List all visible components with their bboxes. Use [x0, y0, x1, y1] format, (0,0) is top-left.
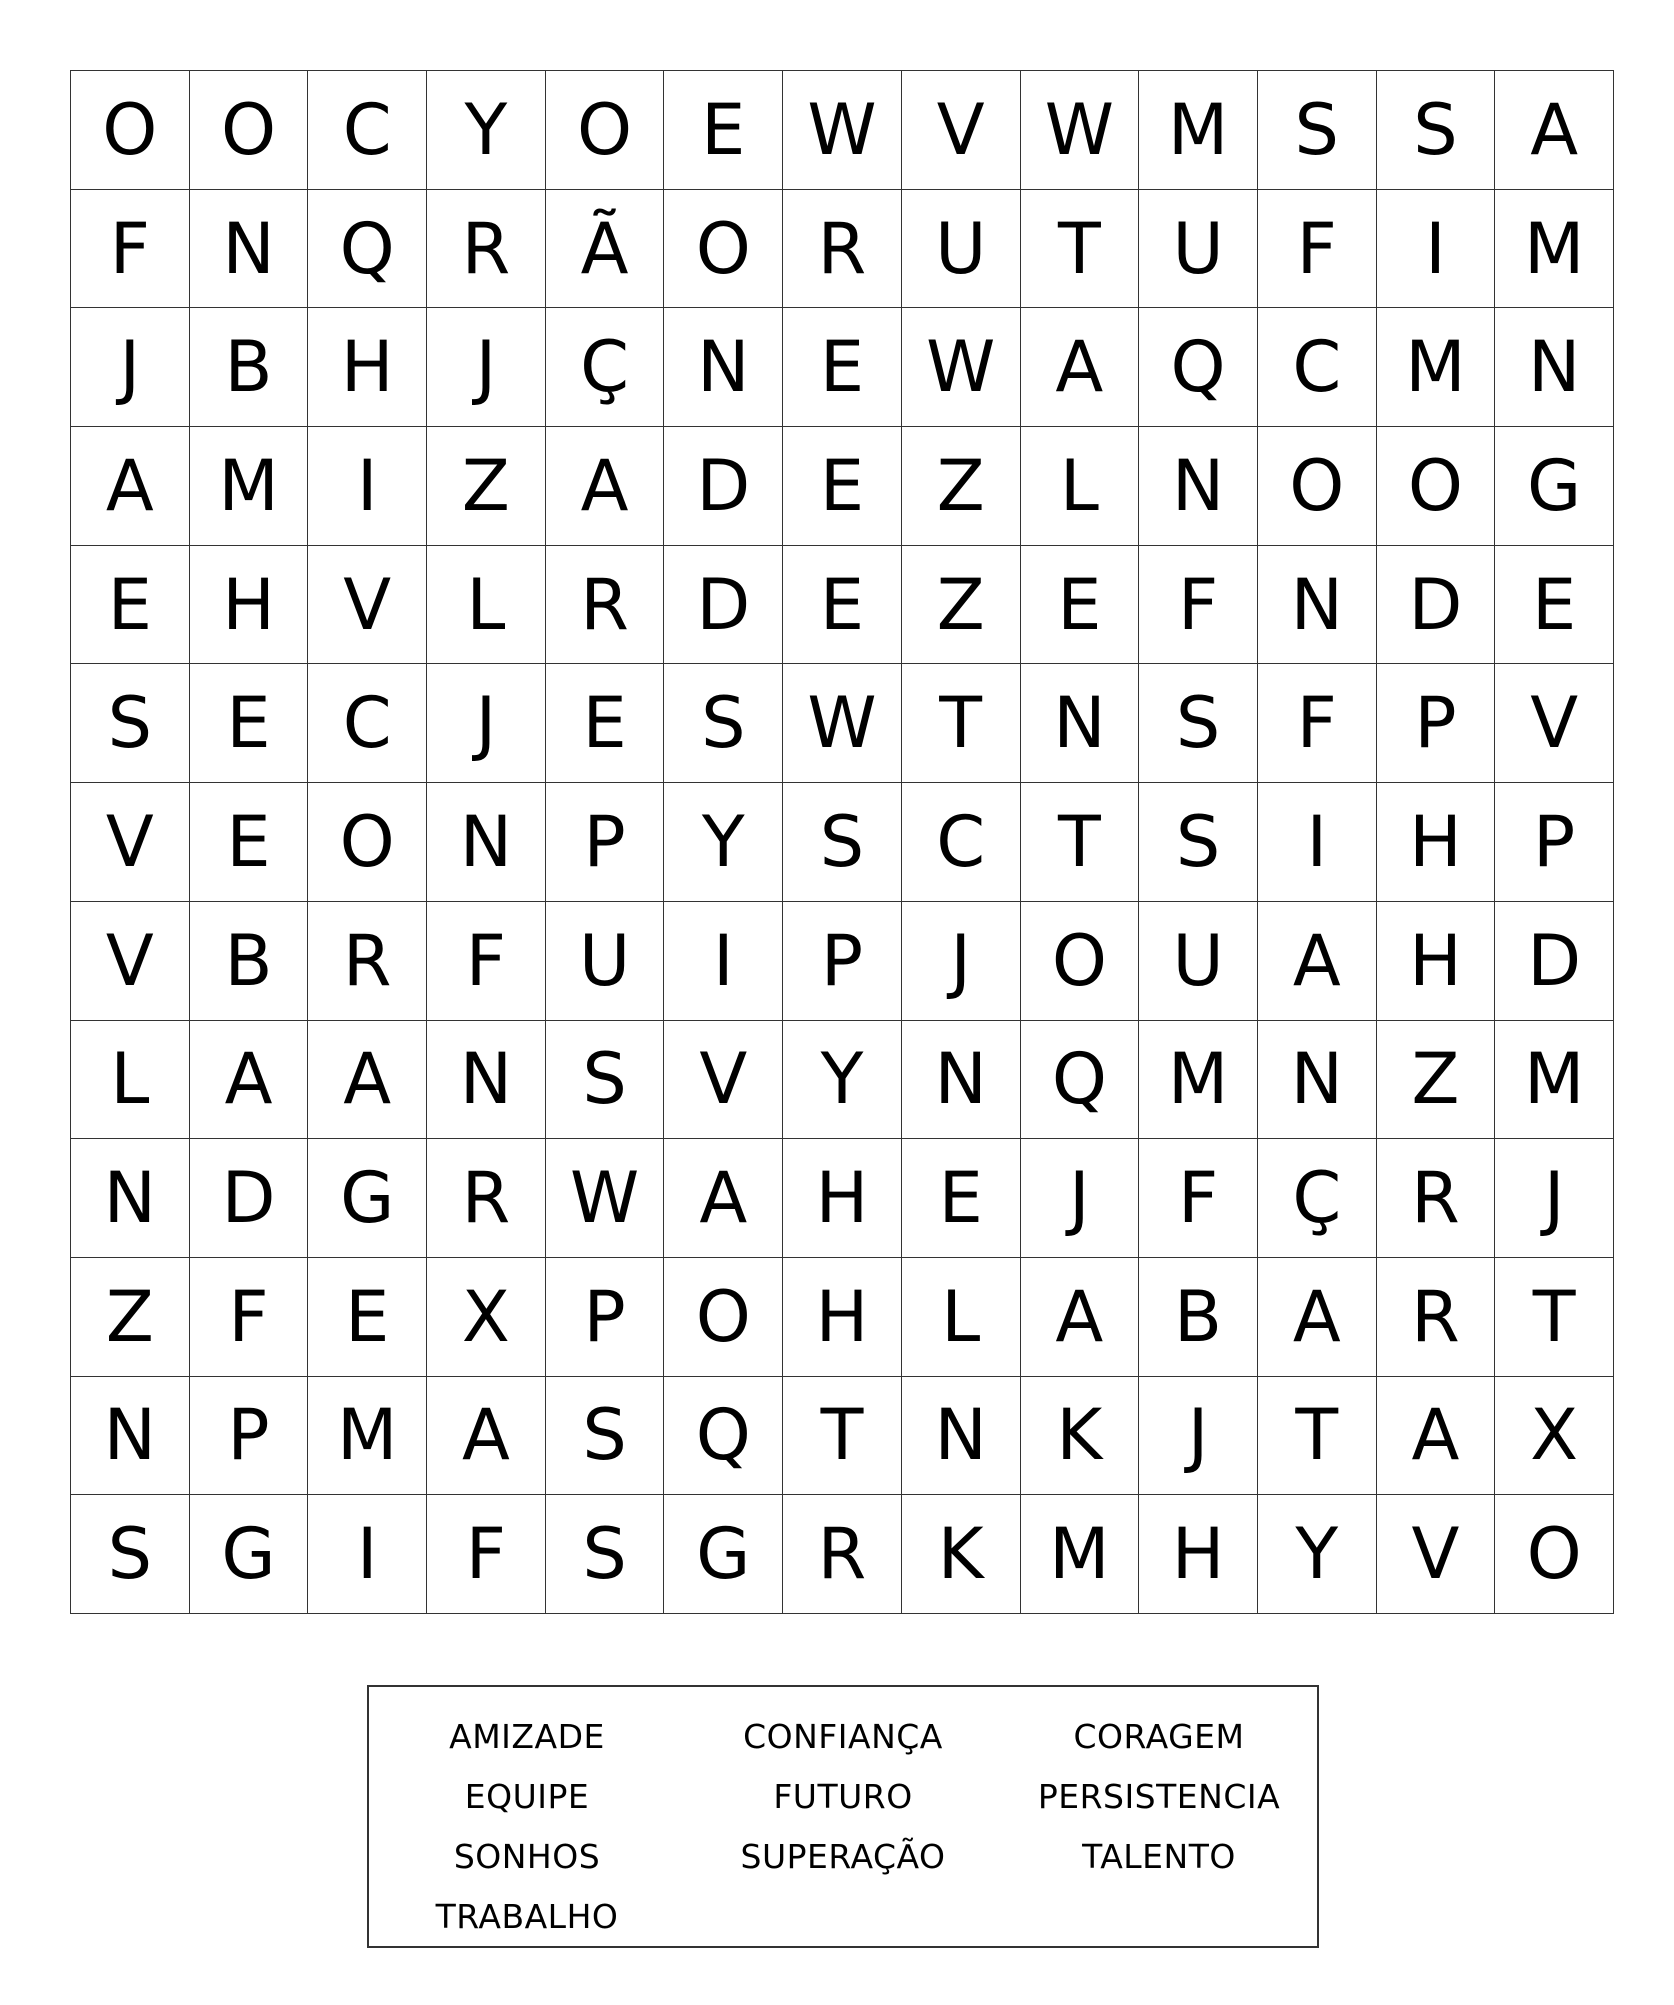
grid-cell[interactable]: R	[783, 1495, 902, 1614]
grid-cell[interactable]: H	[783, 1258, 902, 1377]
grid-cell[interactable]: M	[1495, 190, 1614, 309]
grid-cell[interactable]: D	[664, 546, 783, 665]
grid-cell[interactable]: M	[1139, 1021, 1258, 1140]
grid-cell[interactable]: M	[308, 1377, 427, 1496]
grid-cell[interactable]: N	[190, 190, 309, 309]
grid-cell[interactable]: Q	[1021, 1021, 1140, 1140]
grid-cell[interactable]: E	[783, 546, 902, 665]
grid-cell[interactable]: E	[190, 783, 309, 902]
grid-cell[interactable]: F	[1139, 546, 1258, 665]
word-list-item: FUTURO	[773, 1777, 913, 1816]
grid-cell[interactable]: W	[783, 664, 902, 783]
grid-cell[interactable]: Y	[783, 1021, 902, 1140]
grid-cell[interactable]: N	[1021, 664, 1140, 783]
grid-cell[interactable]: I	[308, 427, 427, 546]
grid-cell[interactable]: L	[1021, 427, 1140, 546]
grid-cell[interactable]: Q	[308, 190, 427, 309]
grid-cell[interactable]: N	[1258, 1021, 1377, 1140]
grid-cell[interactable]: C	[1258, 308, 1377, 427]
grid-cell[interactable]: C	[308, 664, 427, 783]
grid-cell[interactable]: B	[190, 308, 309, 427]
grid-cell[interactable]: A	[664, 1139, 783, 1258]
grid-cell[interactable]: J	[1495, 1139, 1614, 1258]
grid-cell[interactable]: G	[308, 1139, 427, 1258]
grid-cell[interactable]: A	[427, 1377, 546, 1496]
grid-cell[interactable]: P	[1377, 664, 1496, 783]
grid-cell[interactable]: E	[902, 1139, 1021, 1258]
grid-cell[interactable]: R	[427, 1139, 546, 1258]
grid-cell[interactable]: E	[546, 664, 665, 783]
grid-cell[interactable]: Q	[664, 1377, 783, 1496]
grid-cell[interactable]: H	[1377, 902, 1496, 1021]
grid-cell[interactable]: N	[71, 1377, 190, 1496]
grid-cell[interactable]: D	[1495, 902, 1614, 1021]
grid-cell[interactable]: A	[190, 1021, 309, 1140]
grid-cell[interactable]: H	[783, 1139, 902, 1258]
grid-cell[interactable]: R	[308, 902, 427, 1021]
grid-cell[interactable]: T	[783, 1377, 902, 1496]
grid-cell[interactable]: N	[902, 1377, 1021, 1496]
grid-cell[interactable]: I	[308, 1495, 427, 1614]
grid-cell[interactable]: O	[1021, 902, 1140, 1021]
grid-cell[interactable]: T	[1495, 1258, 1614, 1377]
word-list-item: EQUIPE	[464, 1777, 590, 1816]
grid-cell[interactable]: Z	[1377, 1021, 1496, 1140]
grid-cell[interactable]: L	[71, 1021, 190, 1140]
grid-cell[interactable]: O	[1377, 427, 1496, 546]
grid-cell[interactable]: H	[190, 546, 309, 665]
grid-cell[interactable]: F	[1258, 664, 1377, 783]
grid-cell[interactable]: S	[546, 1021, 665, 1140]
grid-cell[interactable]: O	[1495, 1495, 1614, 1614]
grid-cell[interactable]: S	[546, 1495, 665, 1614]
grid-cell[interactable]: U	[902, 190, 1021, 309]
grid-cell[interactable]: A	[1258, 1258, 1377, 1377]
grid-cell[interactable]: K	[902, 1495, 1021, 1614]
grid-cell[interactable]: V	[1495, 664, 1614, 783]
grid-cell[interactable]: R	[546, 546, 665, 665]
grid-cell[interactable]: S	[71, 1495, 190, 1614]
grid-cell[interactable]: G	[190, 1495, 309, 1614]
grid-cell[interactable]: O	[190, 71, 309, 190]
grid-cell[interactable]: Ç	[1258, 1139, 1377, 1258]
grid-cell[interactable]: F	[71, 190, 190, 309]
grid-cell[interactable]: U	[1139, 902, 1258, 1021]
grid-cell[interactable]: E	[783, 427, 902, 546]
grid-cell[interactable]: H	[1377, 783, 1496, 902]
word-list-item: PERSISTENCIA	[1037, 1777, 1281, 1816]
word-list-item: CONFIANÇA	[743, 1717, 943, 1756]
grid-cell[interactable]: E	[308, 1258, 427, 1377]
grid-cell[interactable]: T	[902, 664, 1021, 783]
grid-cell[interactable]: U	[546, 902, 665, 1021]
grid-cell[interactable]: N	[1495, 308, 1614, 427]
grid-cell[interactable]: R	[1377, 1139, 1496, 1258]
word-column	[685, 1707, 1001, 1947]
grid-cell[interactable]: F	[190, 1258, 309, 1377]
word-list-item: SUPERAÇÃO	[740, 1837, 946, 1876]
grid-cell[interactable]: S	[1258, 71, 1377, 190]
grid-cell[interactable]: Ç	[546, 308, 665, 427]
grid-cell[interactable]: S	[664, 664, 783, 783]
grid-cell[interactable]: Ã	[546, 190, 665, 309]
grid-cell[interactable]: R	[1377, 1258, 1496, 1377]
grid-cell[interactable]: P	[546, 1258, 665, 1377]
grid-cell[interactable]: I	[664, 902, 783, 1021]
grid-cell[interactable]: J	[1021, 1139, 1140, 1258]
grid-cell[interactable]: G	[664, 1495, 783, 1614]
grid-cell[interactable]: O	[546, 71, 665, 190]
grid-cell[interactable]: A	[1258, 902, 1377, 1021]
grid-cell[interactable]: M	[1139, 71, 1258, 190]
grid-cell[interactable]: J	[71, 308, 190, 427]
grid-cell[interactable]: Y	[427, 71, 546, 190]
grid-cell[interactable]: O	[1258, 427, 1377, 546]
grid-cell[interactable]: P	[1495, 783, 1614, 902]
grid-cell[interactable]: H	[1139, 1495, 1258, 1614]
word-list-item: AMIZADE	[449, 1717, 605, 1756]
grid-cell[interactable]: E	[783, 308, 902, 427]
grid-cell[interactable]: N	[71, 1139, 190, 1258]
grid-cell[interactable]: I	[1258, 783, 1377, 902]
grid-cell[interactable]: B	[190, 902, 309, 1021]
grid-cell[interactable]: C	[308, 71, 427, 190]
grid-cell[interactable]: J	[902, 902, 1021, 1021]
grid-cell[interactable]: A	[71, 427, 190, 546]
grid-cell[interactable]: N	[427, 783, 546, 902]
grid-cell[interactable]: S	[783, 783, 902, 902]
word-column	[369, 1707, 685, 1947]
word-list-item: TALENTO	[1082, 1837, 1236, 1876]
grid-cell[interactable]: Q	[1139, 308, 1258, 427]
grid-cell[interactable]: R	[783, 190, 902, 309]
grid-cell[interactable]: E	[1021, 546, 1140, 665]
grid-cell[interactable]: E	[1495, 546, 1614, 665]
grid-cell[interactable]: Y	[1258, 1495, 1377, 1614]
grid-cell[interactable]: W	[1021, 71, 1140, 190]
grid-cell[interactable]: T	[1021, 190, 1140, 309]
grid-cell[interactable]: V	[664, 1021, 783, 1140]
grid-cell[interactable]: Z	[71, 1258, 190, 1377]
grid-cell[interactable]: S	[1139, 783, 1258, 902]
grid-cell[interactable]: E	[71, 546, 190, 665]
word-list-item: SONHOS	[453, 1837, 601, 1876]
grid-cell[interactable]: M	[1495, 1021, 1614, 1140]
grid-cell[interactable]: V	[71, 902, 190, 1021]
grid-cell[interactable]: E	[190, 664, 309, 783]
grid-cell[interactable]: N	[1139, 427, 1258, 546]
grid-cell[interactable]: D	[664, 427, 783, 546]
grid-cell[interactable]: H	[308, 308, 427, 427]
grid-cell[interactable]: M	[190, 427, 309, 546]
grid-cell[interactable]: X	[427, 1258, 546, 1377]
grid-cell[interactable]: M	[1021, 1495, 1140, 1614]
grid-cell[interactable]: V	[308, 546, 427, 665]
grid-cell[interactable]: E	[664, 71, 783, 190]
grid-cell[interactable]: Y	[664, 783, 783, 902]
grid-cell[interactable]: M	[1377, 308, 1496, 427]
grid-cell[interactable]: W	[783, 71, 902, 190]
grid-cell[interactable]: A	[1377, 1377, 1496, 1496]
grid-cell[interactable]: G	[1495, 427, 1614, 546]
grid-cell[interactable]: O	[308, 783, 427, 902]
grid-cell[interactable]: D	[1377, 546, 1496, 665]
letter-grid	[70, 70, 1614, 1614]
grid-cell[interactable]: O	[664, 190, 783, 309]
grid-cell[interactable]: N	[427, 1021, 546, 1140]
grid-cell[interactable]: V	[1377, 1495, 1496, 1614]
grid-cell[interactable]: R	[427, 190, 546, 309]
grid-cell[interactable]: P	[783, 902, 902, 1021]
word-column	[1001, 1707, 1317, 1947]
grid-cell[interactable]: A	[1021, 1258, 1140, 1377]
grid-cell[interactable]: L	[427, 546, 546, 665]
grid-cell[interactable]: Z	[902, 546, 1021, 665]
grid-cell[interactable]: T	[1258, 1377, 1377, 1496]
grid-cell[interactable]: F	[427, 902, 546, 1021]
grid-cell[interactable]: Z	[902, 427, 1021, 546]
grid-cell[interactable]: F	[1258, 190, 1377, 309]
grid-cell[interactable]: W	[902, 308, 1021, 427]
grid-cell[interactable]: W	[546, 1139, 665, 1258]
word-list-item: CORAGEM	[1073, 1717, 1245, 1756]
grid-cell[interactable]: V	[902, 71, 1021, 190]
grid-cell[interactable]: P	[190, 1377, 309, 1496]
grid-cell[interactable]: D	[190, 1139, 309, 1258]
grid-cell[interactable]: F	[427, 1495, 546, 1614]
grid-cell[interactable]: P	[546, 783, 665, 902]
grid-cell[interactable]: S	[546, 1377, 665, 1496]
grid-cell[interactable]: C	[902, 783, 1021, 902]
grid-cell[interactable]: O	[71, 71, 190, 190]
grid-cell[interactable]: U	[1139, 190, 1258, 309]
grid-cell[interactable]: A	[1021, 308, 1140, 427]
grid-cell[interactable]: F	[1139, 1139, 1258, 1258]
grid-cell[interactable]: S	[1377, 71, 1496, 190]
grid-cell[interactable]: O	[664, 1258, 783, 1377]
grid-cell[interactable]: N	[902, 1021, 1021, 1140]
grid-cell[interactable]: N	[1258, 546, 1377, 665]
grid-cell[interactable]: N	[664, 308, 783, 427]
grid-cell[interactable]: A	[308, 1021, 427, 1140]
grid-cell[interactable]: J	[427, 308, 546, 427]
grid-cell[interactable]: K	[1021, 1377, 1140, 1496]
word-list-item: TRABALHO	[435, 1897, 619, 1936]
grid-cell[interactable]: X	[1495, 1377, 1614, 1496]
grid-cell[interactable]: S	[71, 664, 190, 783]
grid-cell[interactable]: I	[1377, 190, 1496, 309]
grid-cell[interactable]: L	[902, 1258, 1021, 1377]
grid-cell[interactable]: Z	[427, 427, 546, 546]
grid-cell[interactable]: S	[1139, 664, 1258, 783]
grid-cell[interactable]: A	[546, 427, 665, 546]
grid-cell[interactable]: A	[1495, 71, 1614, 190]
grid-cell[interactable]: V	[71, 783, 190, 902]
grid-cell[interactable]: T	[1021, 783, 1140, 902]
grid-cell[interactable]: J	[427, 664, 546, 783]
grid-cell[interactable]: B	[1139, 1258, 1258, 1377]
word-list-box	[367, 1685, 1319, 1948]
grid-cell[interactable]: J	[1139, 1377, 1258, 1496]
